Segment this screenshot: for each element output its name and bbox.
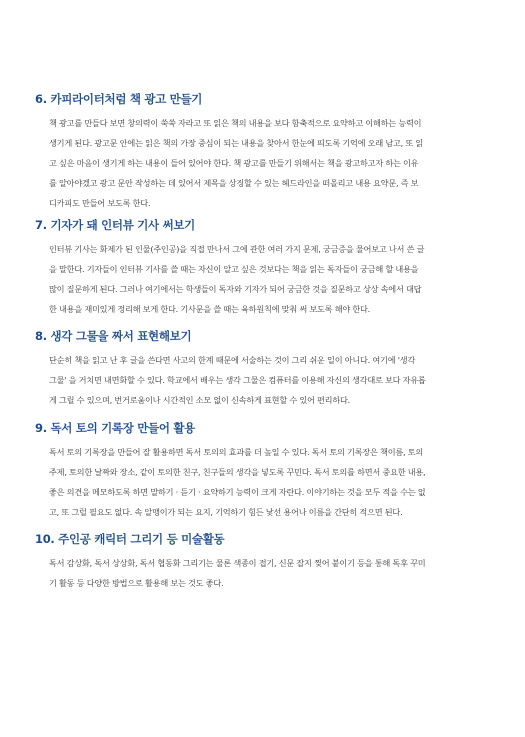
section-body: [49, 113, 495, 213]
body-line: 많이 질문하게 된다. 그러나 여기에서는 학생들이 독자와 기자가 되어 궁금한 것을 질문하고 상상 속에서 대답: [49, 284, 422, 294]
body-line: 기 활동 등 다양한 방법으로 활용해 보는 것도 좋다.: [49, 578, 224, 588]
body-line: 독서 감상화, 독서 상상화, 독서 협동화 그리기는 물론 색종이 접기, 신문 잡지 찢어 붙이기 등을 통해 독후 꾸미: [49, 558, 426, 568]
body-line: 그물' 을 거치면 내면화할 수 있다. 학교에서 배우는 생각 그물은 컴퓨터를 이용해 자신의 생각대로 보다 자유롭: [49, 375, 426, 385]
body-line: 단순히 책을 읽고 난 후 글을 쓴다면 사고의 한계 때문에 서술하는 것이 그리 쉬운 일이 아니다. 여기에 '생각: [49, 355, 416, 365]
section-body: [49, 442, 495, 522]
body-line: 책 광고를 만들다 보면 창의력이 쑥쑥 자라고 또 읽은 책의 내용을 보다 함축적으로 요약하고 이해하는 능력이: [49, 118, 422, 128]
body-line: 생기게 된다. 광고문 안에는 읽은 책의 가장 중심이 되는 내용을 찾아서 한눈에 띄도록 기억에 오래 남고, 또 읽: [49, 138, 424, 148]
body-line: 한 내용을 재미있게 정리해 보게 한다. 기사문을 쓸 때는 육하원칙에 맞춰 써 보도록 해야 한다.: [49, 304, 371, 314]
section-8: [35, 327, 495, 410]
section-heading: 6. 카피라이터처럼 책 광고 만들기: [35, 92, 203, 106]
section-heading: 9. 독서 토의 기록장 만들어 활용: [35, 421, 195, 435]
section-body: [49, 239, 495, 319]
section-6: [35, 90, 495, 213]
body-line: 고, 또 그럴 필요도 없다. 속 알맹이가 되는 요지, 기억하기 힘든 낯선 용어나 이름을 간단히 적으면 된다.: [49, 507, 403, 517]
body-line: 게 그릴 수 있으며, 번거로움이나 시간적인 소모 없이 신속하게 표현할 수 있어 편리하다.: [49, 395, 351, 405]
body-line: 인터뷰 기사는 화제가 된 인물(주인공)을 직접 만나서 그에 관한 여러 가지 문제, 궁금증을 물어보고 나서 쓴 글: [49, 244, 425, 254]
body-line: 을 말한다. 기자들이 인터뷰 기사를 쓸 때는 자신이 알고 싶은 것보다는 책을 읽는 독자들이 궁금해 할 내용을: [49, 264, 419, 274]
section-heading: 10. 주인공 캐릭터 그리기 등 미술활동: [35, 532, 225, 546]
section-body: [49, 350, 495, 410]
section-heading: 7. 기자가 돼 인터뷰 기사 써보기: [35, 218, 195, 232]
section-body: [49, 553, 495, 593]
section-10: [35, 530, 495, 593]
body-line: 고 싶은 마음이 생기게 하는 내용이 들어 있어야 한다. 책 광고를 만들기 위해서는 책을 광고하고자 하는 이유: [49, 158, 419, 168]
body-line: 주제, 토의한 날짜와 장소, 같이 토의한 친구, 친구들의 생각을 넣도록 꾸민다. 독서 토의를 하면서 중요한 내용,: [49, 467, 426, 477]
body-line: 독서 토의 기록장을 만들어 잘 활용하면 독서 토의의 효과를 더 높일 수 있다. 독서 토의 기록장은 책이름, 토의: [49, 447, 424, 457]
section-7: [35, 216, 495, 319]
section-9: [35, 419, 495, 522]
body-line: 를 알아야겠고 광고 문안 작성하는 데 있어서 제목을 상징할 수 있는 헤드라인을 떠올리고 내용 요약문, 즉 보: [49, 178, 419, 188]
body-line: 디카피도 만들어 보도록 한다.: [49, 198, 151, 208]
body-line: 좋은 의견을 메모하도록 하면 말하기 · 듣기 · 요약하기 능력이 크게 자란다. 이야기하는 것을 모두 적을 수는 없: [49, 487, 426, 497]
section-heading: 8. 생각 그물을 짜서 표현해보기: [35, 329, 192, 343]
